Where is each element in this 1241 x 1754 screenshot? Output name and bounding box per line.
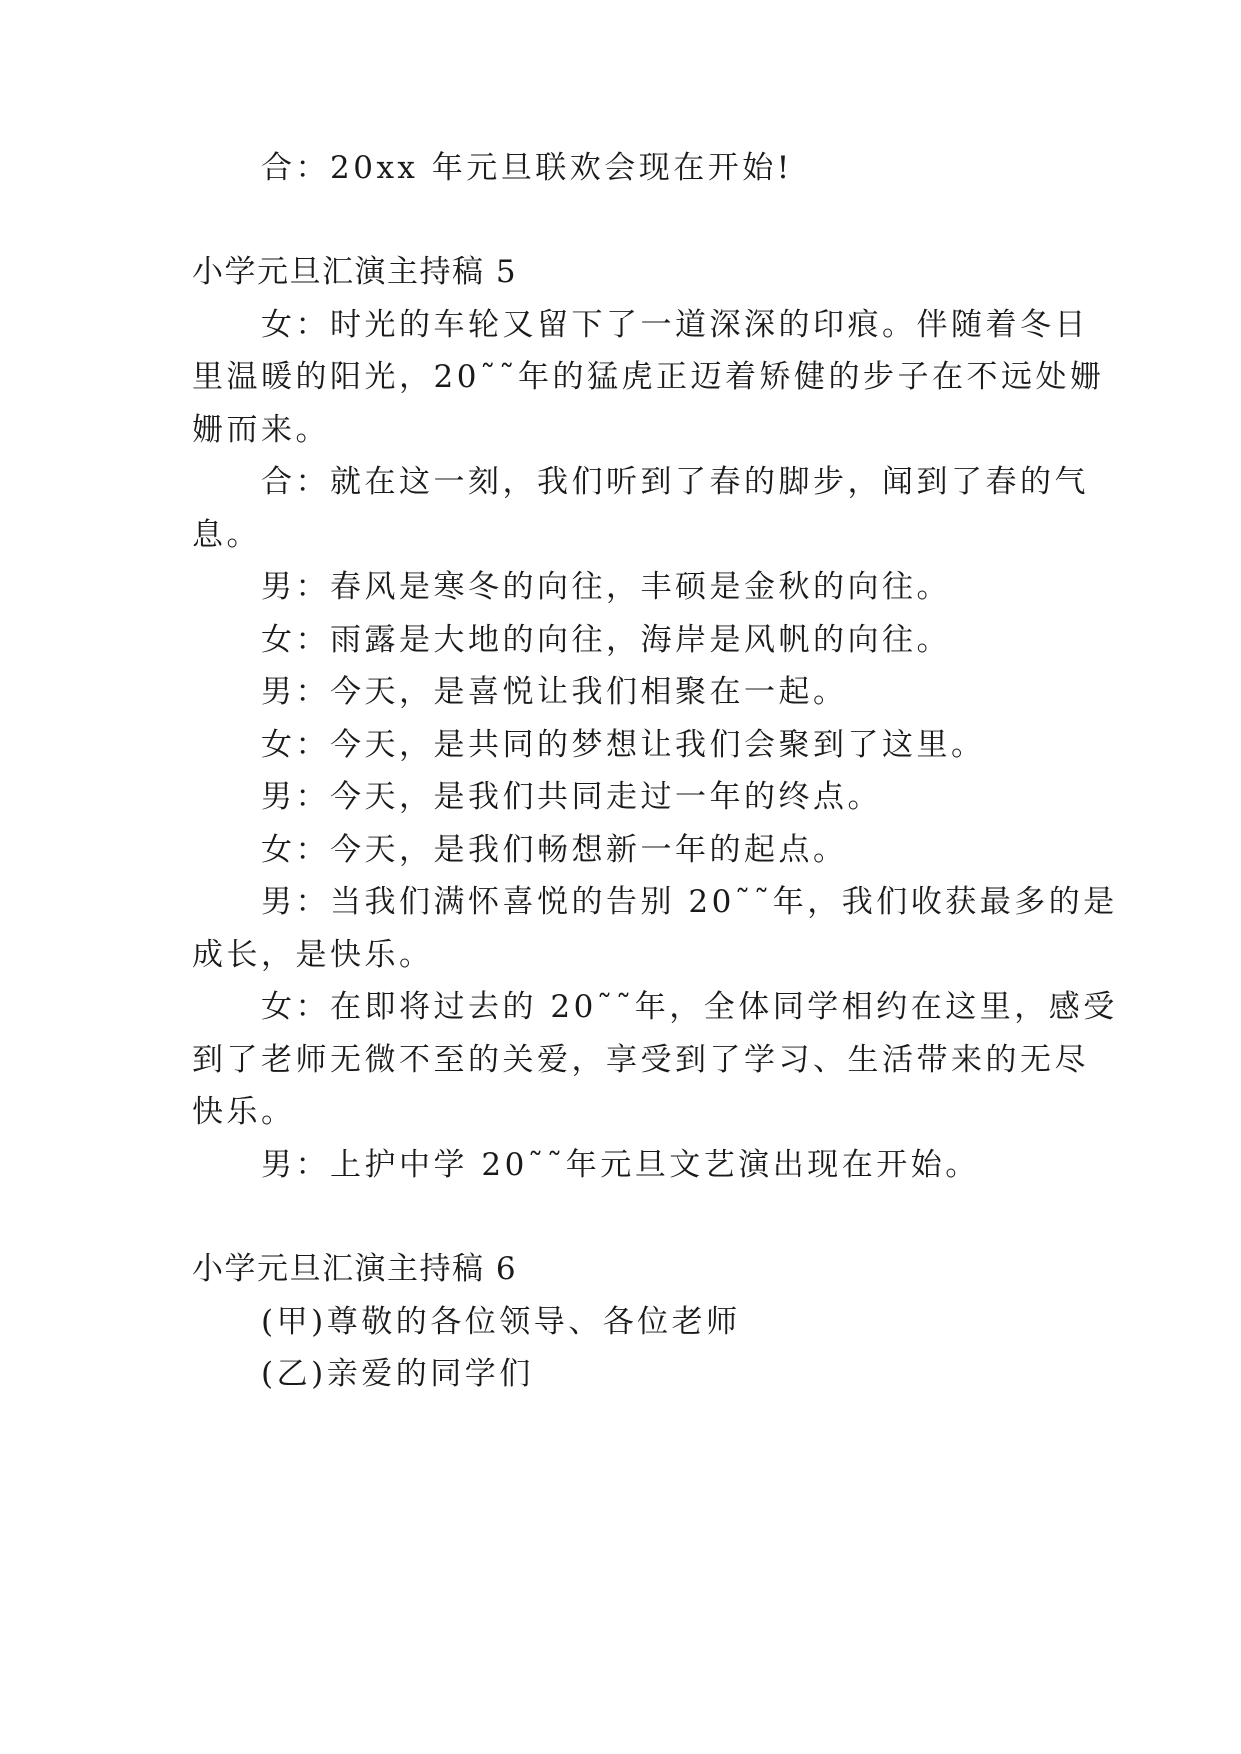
paragraph-line: 男：今天，是喜悦让我们相聚在一起。: [261, 674, 848, 710]
section-heading: 小学元旦汇演主持稿 5: [192, 254, 518, 290]
paragraph-line: 女：雨露是大地的向往，海岸是风帆的向往。: [261, 622, 951, 658]
paragraph-line: 男：春风是寒冬的向往，丰硕是金秋的向往。: [261, 569, 951, 605]
paragraph-line: (乙)亲爱的同学们: [261, 1356, 534, 1392]
paragraph-line: 女：时光的车轮又留下了一道深深的印痕。伴随着冬日: [261, 307, 1089, 343]
paragraph-line: 女：今天，是我们畅想新一年的起点。: [261, 832, 848, 868]
paragraph-line: 成长，是快乐。: [192, 937, 434, 973]
paragraph-line: 合：就在这一刻，我们听到了春的脚步，闻到了春的气: [261, 464, 1089, 500]
paragraph-line: 合：20xx 年元旦联欢会现在开始!: [261, 150, 793, 186]
paragraph-line: 到了老师无微不至的关爱，享受到了学习、生活带来的无尽: [192, 1042, 1089, 1078]
paragraph-line: 女：今天，是共同的梦想让我们会聚到了这里。: [261, 727, 986, 763]
paragraph-line: 男：今天，是我们共同走过一年的终点。: [261, 779, 882, 815]
paragraph-line: (甲)尊敬的各位领导、各位老师: [261, 1304, 741, 1340]
paragraph-line: 快乐。: [192, 1094, 296, 1130]
paragraph-line: 息。: [192, 517, 261, 553]
paragraph-line: 姗而来。: [192, 412, 330, 448]
paragraph-line: 女：在即将过去的 20˜˜年，全体同学相约在这里，感受: [261, 989, 1118, 1025]
paragraph-line: 里温暖的阳光，20˜˜年的猛虎正迈着矫健的步子在不远处姗: [192, 359, 1105, 395]
paragraph-line: 男：上护中学 20˜˜年元旦文艺演出现在开始。: [261, 1147, 980, 1183]
section-heading: 小学元旦汇演主持稿 6: [192, 1251, 518, 1287]
paragraph-line: 男：当我们满怀喜悦的告别 20˜˜年，我们收获最多的是: [261, 884, 1118, 920]
